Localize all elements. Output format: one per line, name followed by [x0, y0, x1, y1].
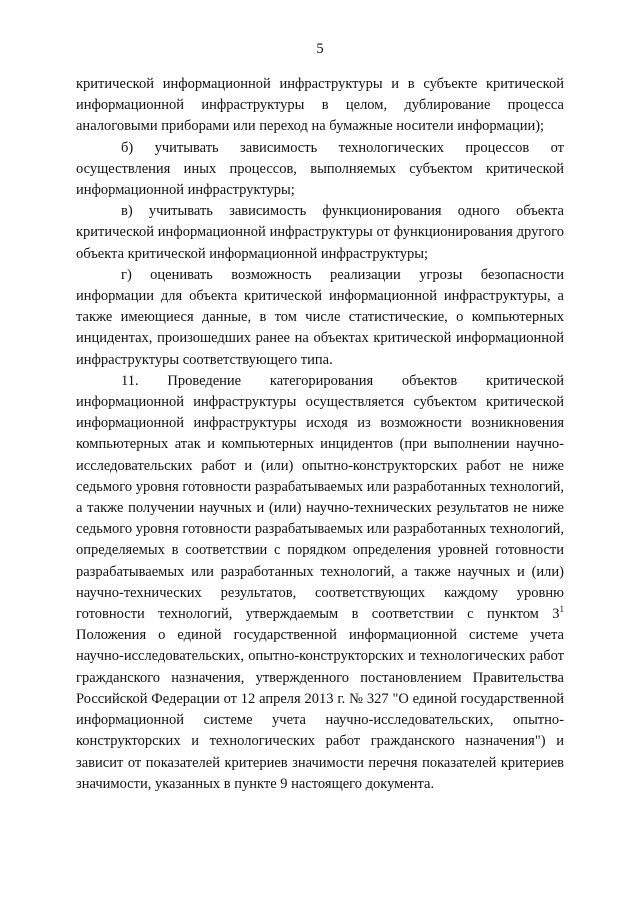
paragraph-item-v: в) учитывать зависимость функционирования одного объекта критической информационной инфраструктуры от функционирования другого объекта критической информационной инфраструктуры; — [76, 203, 564, 262]
page-number: 5 — [316, 41, 324, 57]
footnote-reference-superscript: 1 — [559, 604, 564, 615]
clause-11-text-before-reference: 11. Проведение категорирования объектов критической информационной инфраструктуры осуществляется субъектом критической информационной инфраструктуры исходя из возможности возникновения компьютерных атак и компьютерных инцидентов (при выполнении научно-исследовательских работ и (или) опытно-конструкторских работ не ниже седьмого уровня готовности разрабатываемых или разработанных технологий, а также получении научных и (или) научно-технических результатов не ниже седьмого уровня готовности разрабатываемых или разработанных технологий, определяемых в соответствии с порядком определения уровней готовности разрабатываемых или разработанных технологий, а также научных и (или) научно-технических результатов, соответствующих каждому уровню готовности технологий, утверждаемым в соответствии с пунктом 3 — [76, 372, 564, 623]
document-body — [76, 74, 564, 795]
paragraph-item-b: б) учитывать зависимость технологических процессов от осуществления иных процессов, выполняемых субъектом критической информационной инфраструктуры; — [76, 139, 564, 199]
paragraph-clause-11 — [76, 371, 564, 795]
paragraph-continuation: критической информационной инфраструктуры и в субъекте критической информационной инфраструктуры в целом, дублирование процесса аналоговыми приборами или переход на бумажные носители информации); — [76, 76, 564, 135]
clause-11-text-after-reference: Положения о единой государственной информационной системе учета научно-исследовательских, опытно-конструкторских и технологических работ гражданского назначения, утвержденного постановлением Правительства Российской Федерации от 12 апреля 2013 г. № 327 "О единой государственной информационной системе учета научно-исследовательских, опытно-конструкторских и технологических работ гражданского назначения") и зависит от показателей критериев значимости перечня показателей критериев значимости, указанных в пункте 9 настоящего документа. — [76, 627, 564, 792]
paragraph-item-g: г) оценивать возможность реализации угрозы безопасности информации для объекта критической информационной инфраструктуры, а также имеющиеся данные, в том числе статистические, о компьютерных инцидентах, произошедших ранее на объектах критической информационной инфраструктуры соответствующего типа. — [76, 266, 564, 368]
